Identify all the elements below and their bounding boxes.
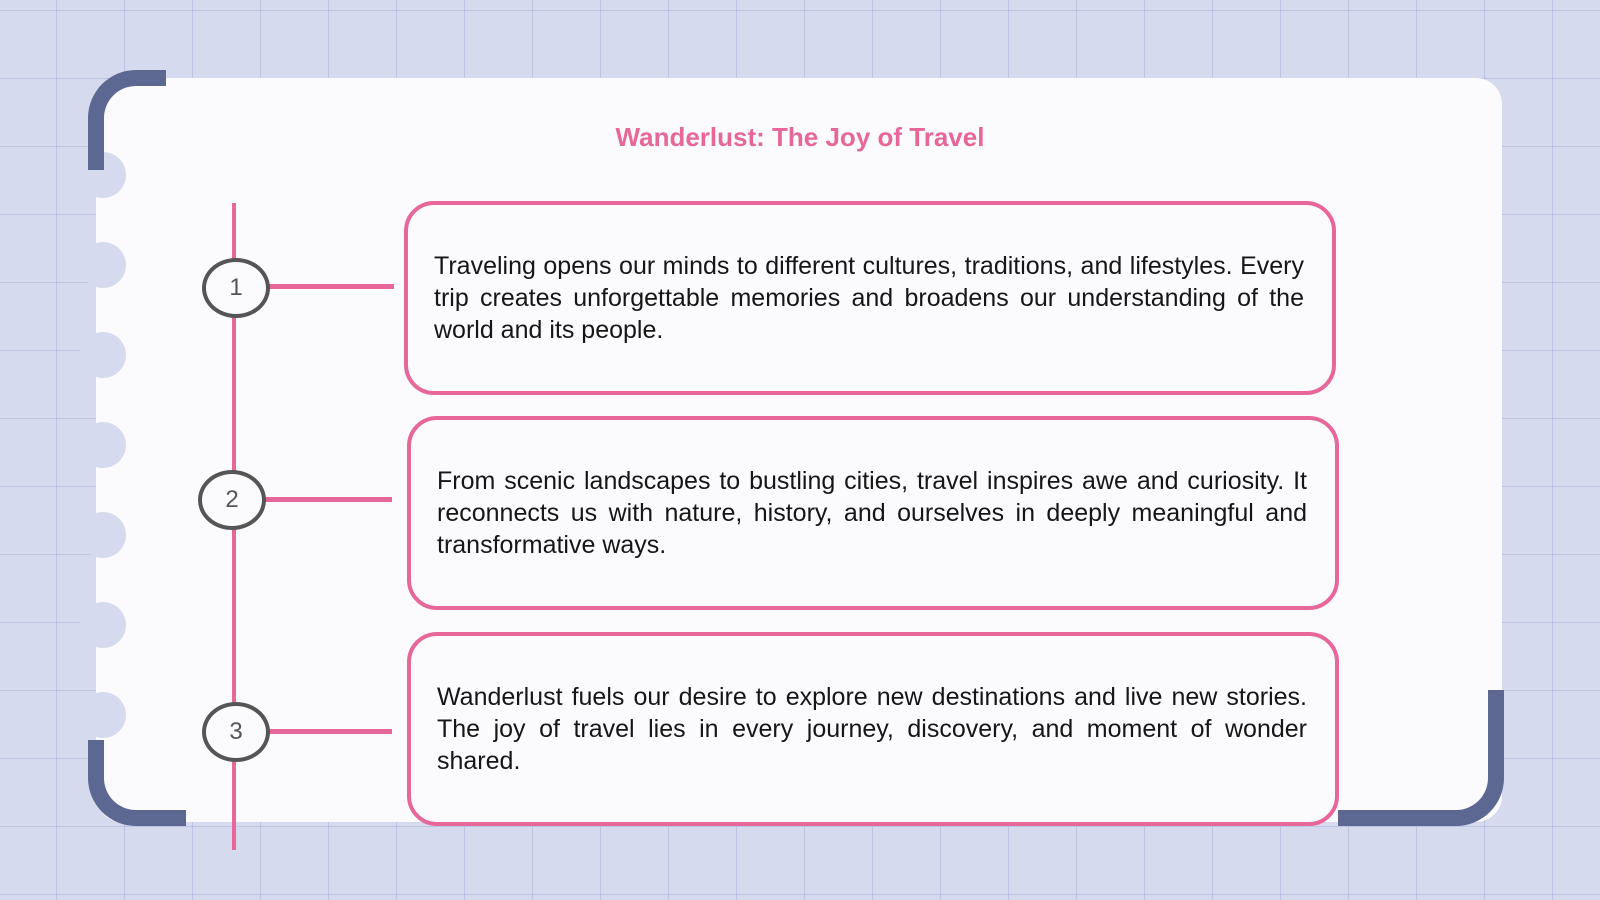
step-card-1 xyxy=(404,201,1336,395)
timeline-connector-3 xyxy=(266,729,392,734)
scallop-edge xyxy=(80,512,126,558)
step-number-2: 2 xyxy=(198,470,266,530)
step-card-2 xyxy=(407,416,1339,610)
page-title: Wanderlust: The Joy of Travel xyxy=(615,122,985,152)
step-text-3: Wanderlust fuels our desire to explore new destinations and live new stories. The joy of travel lies in every journey, discovery, and moment of wonder shared. xyxy=(437,683,1307,775)
frame-corner-bottom-left xyxy=(88,740,186,826)
step-text-2: From scenic landscapes to bustling cities, travel inspires awe and curiosity. It reconnects us with nature, history, and ourselves in deeply meaningful and transformative ways. xyxy=(437,467,1307,559)
timeline-connector-2 xyxy=(262,497,392,502)
scallop-edge xyxy=(80,602,126,648)
scallop-edge xyxy=(80,242,126,288)
scallop-edge xyxy=(80,332,126,378)
step-number-1: 1 xyxy=(202,258,270,318)
step-card-3 xyxy=(407,632,1339,826)
scallop-edge xyxy=(80,422,126,468)
frame-corner-bottom-right xyxy=(1338,690,1504,826)
scallop-edge xyxy=(80,692,126,738)
timeline-connector-1 xyxy=(266,284,394,289)
step-text-1: Traveling opens our minds to different cultures, traditions, and lifestyles. Every trip creates unforgettable memories and broadens our understanding of the world and its people. xyxy=(434,252,1304,344)
step-number-3: 3 xyxy=(202,702,270,762)
frame-corner-top-left xyxy=(88,70,166,170)
